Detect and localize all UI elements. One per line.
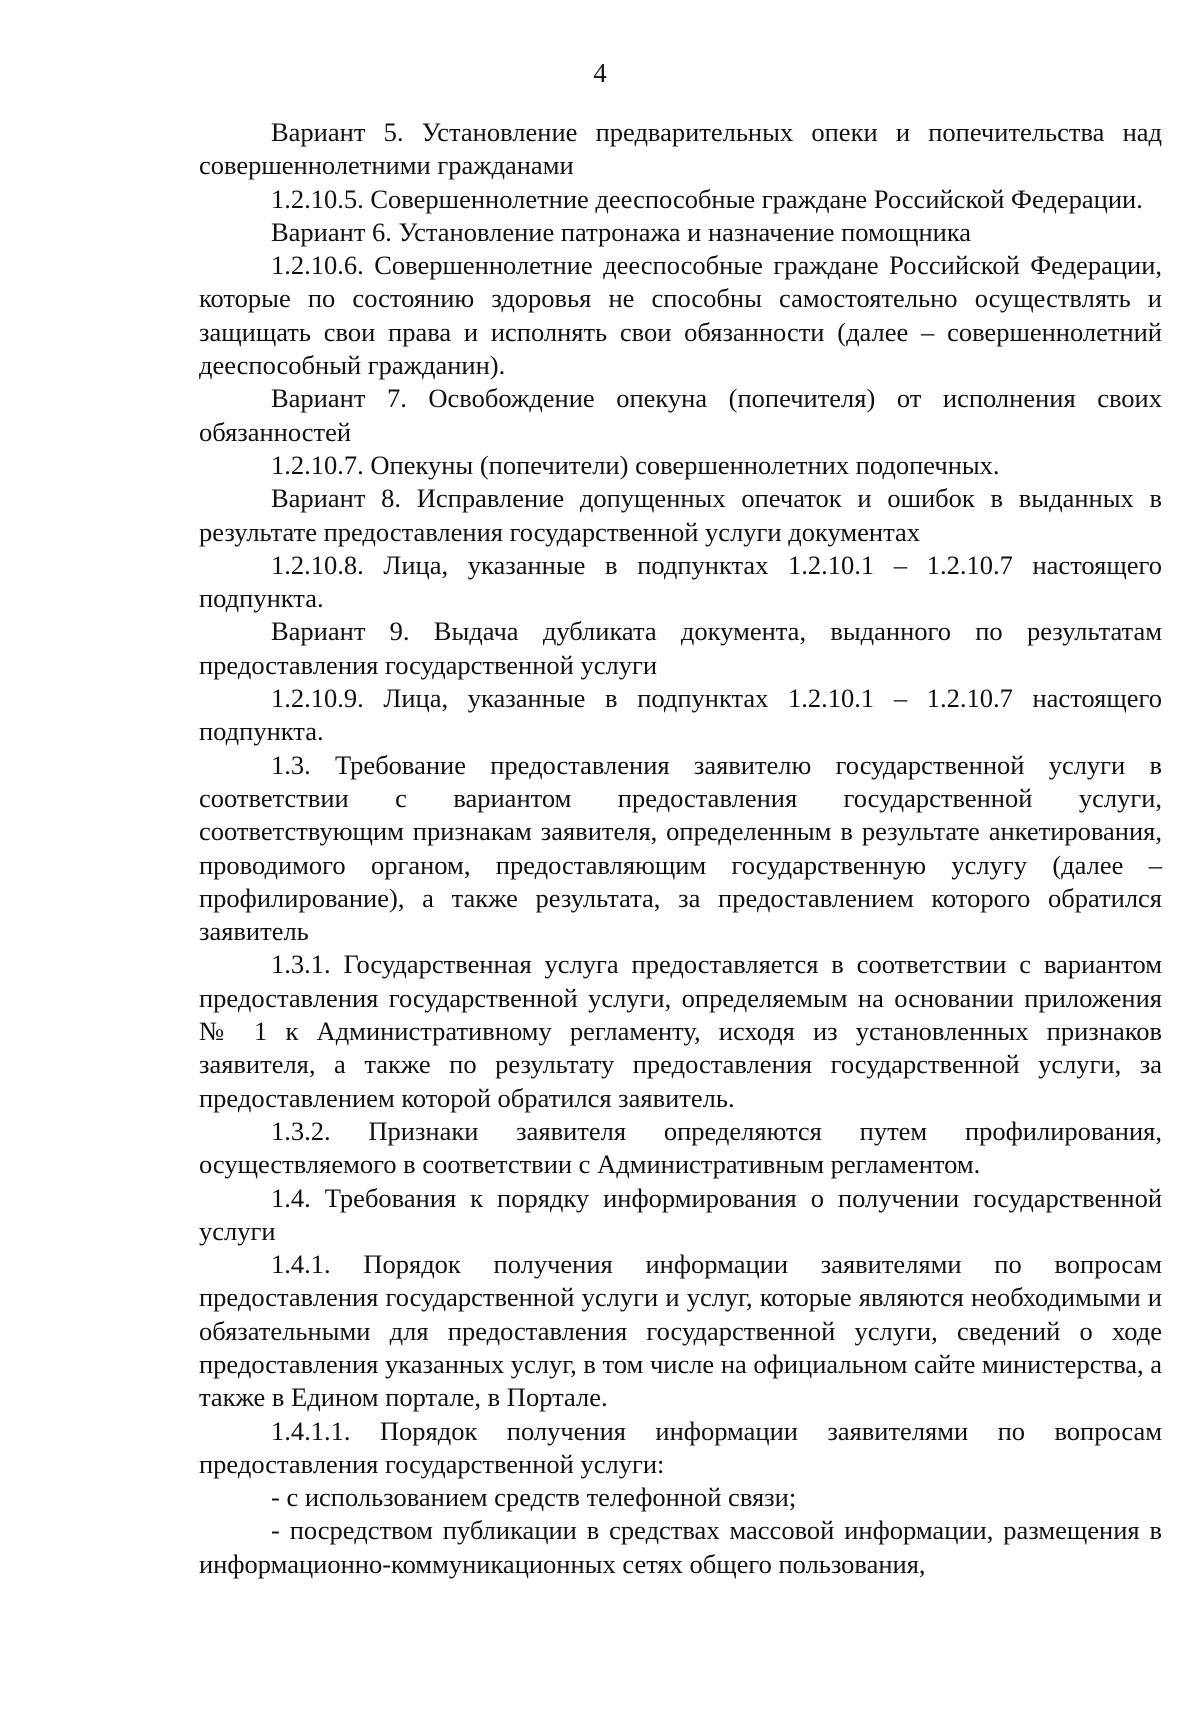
- paragraph-1-4-1: 1.4.1. Порядок получения информации заявителями по вопросам предоставления государственной услуги и услуг, которые являются необходимыми и обязательными для предоставления государственной услуги, сведений о ходе предоставления указанных услуг, в том числе на официальном сайте министерства, а также в Едином портале, в Портале.: [199, 1249, 1162, 1413]
- paragraph-1-2-10-5: 1.2.10.5. Совершеннолетние дееспособные граждане Российской Федерации.: [271, 183, 1143, 214]
- paragraph-variant-6-heading: Вариант 6. Установление патронажа и назначение помощника: [271, 216, 972, 247]
- paragraph-1-2-10-9: 1.2.10.9. Лица, указанные в подпунктах 1.2.10.1 – 1.2.10.7 настоящего подпункта.: [199, 683, 1162, 747]
- paragraph-variant-9-heading: Вариант 9. Выдача дубликата документа, выданного по результатам предоставления государственной услуги: [199, 616, 1162, 680]
- paragraph-1-2-10-6: 1.2.10.6. Совершеннолетние дееспособные граждане Российской Федерации, которые по состоянию здоровья не способны самостоятельно осуществлять и защищать свои права и исполнять свои обязанности (далее – совершеннолетний дееспособный гражданин).: [199, 250, 1162, 381]
- paragraph-variant-7-heading: Вариант 7. Освобождение опекуна (попечителя) от исполнения своих обязанностей: [199, 383, 1162, 447]
- paragraph-1-3: 1.3. Требование предоставления заявителю государственной услуги в соответствии с вариантом предоставления государственной услуги, соответствующим признакам заявителя, определенным в результате анкетирования, проводимого органом, предоставляющим государственную услугу (далее – профилирование), а также результата, за предоставлением которого обратился заявитель: [199, 749, 1162, 947]
- paragraph-1-3-2: 1.3.2. Признаки заявителя определяются путем профилирования, осуществляемого в соответствии с Административным регламентом.: [199, 1115, 1162, 1180]
- paragraph-1-4: 1.4. Требования к порядку информирования о получении государственной услуги: [199, 1182, 1162, 1246]
- list-item-phone: - с использованием средств телефонной связи;: [271, 1482, 797, 1513]
- paragraph-1-4-1-1: 1.4.1.1. Порядок получения информации заявителями по вопросам предоставления государственной услуги:: [199, 1415, 1162, 1479]
- paragraph-1-2-10-8: 1.2.10.8. Лица, указанные в подпунктах 1.2.10.1 – 1.2.10.7 настоящего подпункта.: [199, 549, 1162, 614]
- paragraph-variant-8-heading: Вариант 8. Исправление допущенных опечаток и ошибок в выданных в результате предоставления государственной услуги документах: [199, 483, 1162, 547]
- document-body: [199, 116, 1162, 1581]
- page-number: 4: [593, 58, 607, 88]
- paragraph-1-2-10-7: 1.2.10.7. Опекуны (попечители) совершеннолетних подопечных.: [271, 449, 1000, 480]
- list-item-media: - посредством публикации в средствах массовой информации, размещения в информационно-коммуникационных сетях общего пользования,: [199, 1515, 1162, 1579]
- paragraph-variant-5-heading: Вариант 5. Установление предварительных опеки и попечительства над совершеннолетними гражданами: [199, 117, 1162, 181]
- paragraph-1-3-1: 1.3.1. Государственная услуга предоставляется в соответствии с вариантом предоставления государственной услуги, определяемым на основании приложения № 1 к Административному регламенту, исходя из установленных признаков заявителя, а также по результату предоставления государственной услуги, за предоставлением которой обратился заявитель.: [199, 949, 1162, 1113]
